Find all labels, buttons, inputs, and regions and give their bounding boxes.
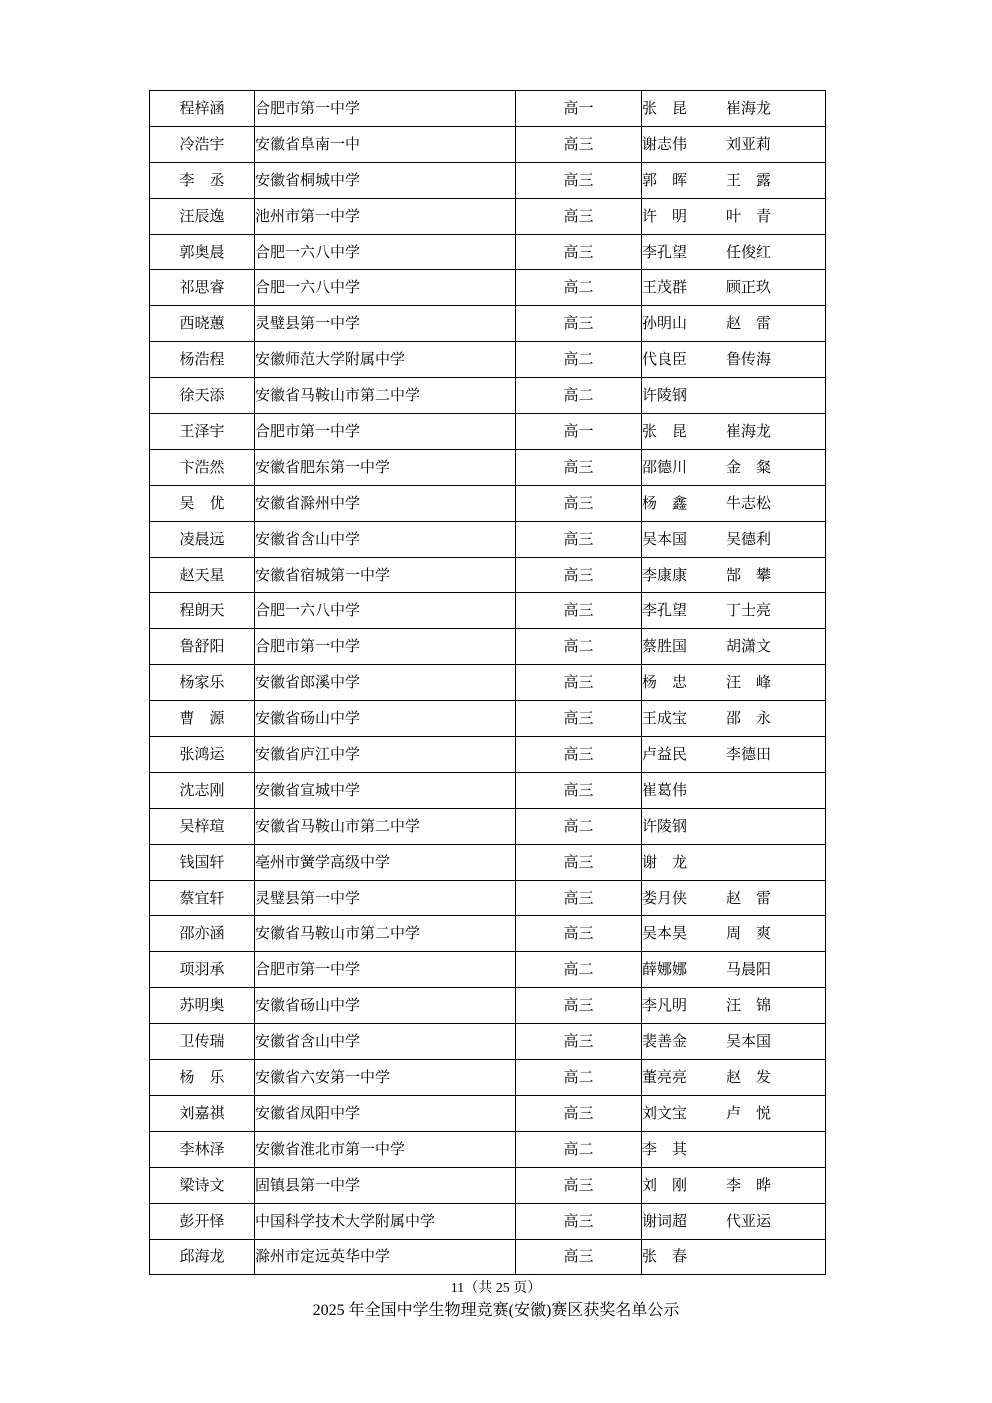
grade-cell: 高三	[516, 701, 642, 737]
school-cell: 安徽师范大学附属中学	[255, 342, 516, 378]
student-name-cell: 程朗天	[150, 593, 255, 629]
teacher-2: 叶 青	[726, 206, 772, 225]
student-name-cell: 张鸿运	[150, 737, 255, 773]
teacher-1: 李康康	[642, 565, 688, 584]
student-name-cell: 吴梓瑄	[150, 808, 255, 844]
teacher-2: 卢 悦	[726, 1103, 772, 1122]
table-row	[150, 593, 826, 629]
school-cell: 安徽省肥东第一中学	[255, 449, 516, 485]
table-row	[150, 665, 826, 701]
teacher-2: 赵 雷	[726, 888, 772, 907]
grade-cell: 高三	[516, 449, 642, 485]
teacher-2: 马晨阳	[726, 960, 772, 979]
table-row	[150, 808, 826, 844]
school-cell: 池州市第一中学	[255, 198, 516, 234]
student-name-cell: 吴 优	[150, 485, 255, 521]
grade-cell: 高三	[516, 485, 642, 521]
grade-cell: 高三	[516, 844, 642, 880]
school-cell: 安徽省马鞍山市第二中学	[255, 378, 516, 414]
document-title: 2025 年全国中学生物理竞赛(安徽)赛区获奖名单公示	[312, 1302, 680, 1319]
teacher-2: 赵 发	[726, 1067, 772, 1086]
teacher-1: 薛娜娜	[642, 960, 688, 979]
teacher-2: 汪 锦	[726, 996, 772, 1015]
grade-cell: 高二	[516, 378, 642, 414]
teacher-1: 李孔望	[642, 601, 688, 620]
student-name-cell: 汪辰逸	[150, 198, 255, 234]
school-cell: 安徽省含山中学	[255, 521, 516, 557]
teacher-2: 牛志松	[726, 493, 772, 512]
student-name-cell: 赵天星	[150, 557, 255, 593]
grade-cell: 高三	[516, 521, 642, 557]
table-row	[150, 1203, 826, 1239]
teacher-2: 任俊红	[726, 242, 772, 261]
teacher-cell	[642, 1095, 826, 1131]
school-cell: 安徽省郎溪中学	[255, 665, 516, 701]
student-name-cell: 祁思睿	[150, 270, 255, 306]
student-name-cell: 西晓蕙	[150, 306, 255, 342]
table-row	[150, 557, 826, 593]
student-name-cell: 梁诗文	[150, 1167, 255, 1203]
student-name-cell: 曹 源	[150, 701, 255, 737]
school-cell: 安徽省六安第一中学	[255, 1060, 516, 1096]
teacher-cell	[642, 701, 826, 737]
grade-cell: 高三	[516, 593, 642, 629]
teacher-1: 郭 晖	[642, 170, 688, 189]
grade-cell: 高一	[516, 414, 642, 450]
table-row	[150, 844, 826, 880]
teacher-1: 刘 刚	[642, 1175, 688, 1194]
grade-cell: 高二	[516, 952, 642, 988]
school-cell: 亳州市黉学高级中学	[255, 844, 516, 880]
teacher-1: 王茂群	[642, 278, 688, 297]
school-cell: 安徽省桐城中学	[255, 162, 516, 198]
teacher-1: 许陵钢	[642, 816, 688, 835]
student-name-cell: 王泽宇	[150, 414, 255, 450]
teacher-cell	[642, 557, 826, 593]
grade-cell: 高三	[516, 772, 642, 808]
teacher-2: 王 露	[726, 170, 772, 189]
student-name-cell: 项羽承	[150, 952, 255, 988]
teacher-1: 许 明	[642, 206, 688, 225]
teacher-cell	[642, 306, 826, 342]
student-name-cell: 郭奥晨	[150, 234, 255, 270]
school-cell: 安徽省马鞍山市第二中学	[255, 916, 516, 952]
teacher-cell	[642, 880, 826, 916]
school-cell: 安徽省砀山中学	[255, 988, 516, 1024]
grade-cell: 高三	[516, 1024, 642, 1060]
student-name-cell: 卞浩然	[150, 449, 255, 485]
teacher-1: 吴本国	[642, 529, 688, 548]
table-row	[150, 1095, 826, 1131]
student-name-cell: 李林泽	[150, 1131, 255, 1167]
student-name-cell: 凌晨远	[150, 521, 255, 557]
teacher-2: 鲁传海	[726, 350, 772, 369]
teacher-1: 董亮亮	[642, 1067, 688, 1086]
teacher-1: 邵德川	[642, 457, 688, 476]
teacher-cell	[642, 234, 826, 270]
teacher-cell	[642, 629, 826, 665]
teacher-1: 吴本昊	[642, 924, 688, 943]
table-row	[150, 234, 826, 270]
grade-cell: 高三	[516, 1203, 642, 1239]
teacher-1: 谢 龙	[642, 852, 688, 871]
teacher-2: 代亚运	[726, 1211, 772, 1230]
table-row	[150, 1060, 826, 1096]
table-row	[150, 449, 826, 485]
teacher-1: 李孔望	[642, 242, 688, 261]
table-row	[150, 485, 826, 521]
school-cell: 固镇县第一中学	[255, 1167, 516, 1203]
grade-cell: 高三	[516, 1095, 642, 1131]
teacher-cell	[642, 665, 826, 701]
teacher-1: 张 春	[642, 1247, 688, 1266]
teacher-cell	[642, 1167, 826, 1203]
grade-cell: 高二	[516, 342, 642, 378]
school-cell: 合肥市第一中学	[255, 629, 516, 665]
teacher-cell	[642, 988, 826, 1024]
teacher-1: 裴善金	[642, 1032, 688, 1051]
teacher-cell	[642, 593, 826, 629]
table-row	[150, 198, 826, 234]
table-row	[150, 629, 826, 665]
teacher-cell	[642, 270, 826, 306]
teacher-1: 杨 鑫	[642, 493, 688, 512]
teacher-2: 丁士亮	[726, 601, 772, 620]
award-list-body	[150, 91, 826, 1275]
table-row	[150, 772, 826, 808]
table-row	[150, 988, 826, 1024]
student-name-cell: 钱国轩	[150, 844, 255, 880]
grade-cell: 高三	[516, 557, 642, 593]
school-cell: 安徽省滁州中学	[255, 485, 516, 521]
teacher-1: 杨 忠	[642, 673, 688, 692]
student-name-cell: 彭开怿	[150, 1203, 255, 1239]
teacher-1: 娄月侠	[642, 888, 688, 907]
grade-cell: 高三	[516, 162, 642, 198]
teacher-2: 崔海龙	[726, 98, 772, 117]
table-row	[150, 378, 826, 414]
teacher-2: 吴德利	[726, 529, 772, 548]
teacher-2: 周 爽	[726, 924, 772, 943]
school-cell: 合肥市第一中学	[255, 414, 516, 450]
student-name-cell: 苏明奥	[150, 988, 255, 1024]
student-name-cell: 鲁舒阳	[150, 629, 255, 665]
grade-cell: 高三	[516, 126, 642, 162]
student-name-cell: 邱海龙	[150, 1239, 255, 1275]
teacher-2: 刘亚莉	[726, 134, 772, 153]
student-name-cell: 刘嘉祺	[150, 1095, 255, 1131]
table-row	[150, 1239, 826, 1275]
school-cell: 中国科学技术大学附属中学	[255, 1203, 516, 1239]
table-row	[150, 952, 826, 988]
teacher-cell	[642, 521, 826, 557]
table-row	[150, 880, 826, 916]
grade-cell: 高二	[516, 270, 642, 306]
grade-cell: 高三	[516, 234, 642, 270]
table-row	[150, 1167, 826, 1203]
teacher-1: 张 昆	[642, 98, 688, 117]
teacher-cell	[642, 1131, 826, 1167]
table-row	[150, 1131, 826, 1167]
award-list-table	[149, 90, 826, 1275]
teacher-cell	[642, 342, 826, 378]
school-cell: 灵璧县第一中学	[255, 306, 516, 342]
school-cell: 滁州市定远英华中学	[255, 1239, 516, 1275]
teacher-cell	[642, 449, 826, 485]
school-cell: 安徽省阜南一中	[255, 126, 516, 162]
grade-cell: 高一	[516, 91, 642, 127]
table-row	[150, 701, 826, 737]
teacher-cell	[642, 772, 826, 808]
grade-cell: 高三	[516, 198, 642, 234]
teacher-cell	[642, 126, 826, 162]
teacher-1: 卢益民	[642, 744, 688, 763]
grade-cell: 高二	[516, 1060, 642, 1096]
table-row	[150, 414, 826, 450]
table-row	[150, 916, 826, 952]
school-cell: 安徽省宣城中学	[255, 772, 516, 808]
teacher-cell	[642, 1024, 826, 1060]
teacher-cell	[642, 844, 826, 880]
school-cell: 安徽省含山中学	[255, 1024, 516, 1060]
teacher-cell	[642, 485, 826, 521]
teacher-cell	[642, 952, 826, 988]
student-name-cell: 程梓涵	[150, 91, 255, 127]
teacher-2: 李 晔	[726, 1175, 772, 1194]
grade-cell: 高三	[516, 1239, 642, 1275]
school-cell: 合肥一六八中学	[255, 593, 516, 629]
student-name-cell: 徐天添	[150, 378, 255, 414]
table-row	[150, 126, 826, 162]
teacher-cell	[642, 916, 826, 952]
student-name-cell: 蔡宜轩	[150, 880, 255, 916]
teacher-2: 胡潇文	[726, 637, 772, 656]
teacher-2: 崔海龙	[726, 421, 772, 440]
teacher-cell	[642, 808, 826, 844]
school-cell: 合肥市第一中学	[255, 952, 516, 988]
teacher-cell	[642, 1239, 826, 1275]
page-number: 11（共 25 页）	[450, 1281, 542, 1296]
table-row	[150, 91, 826, 127]
teacher-2: 汪 峰	[726, 673, 772, 692]
teacher-cell	[642, 198, 826, 234]
school-cell: 合肥市第一中学	[255, 91, 516, 127]
teacher-2: 赵 雷	[726, 314, 772, 333]
grade-cell: 高三	[516, 665, 642, 701]
teacher-1: 崔葛伟	[642, 780, 688, 799]
teacher-2: 顾正玖	[726, 278, 772, 297]
school-cell: 灵璧县第一中学	[255, 880, 516, 916]
student-name-cell: 邵亦涵	[150, 916, 255, 952]
school-cell: 安徽省淮北市第一中学	[255, 1131, 516, 1167]
teacher-cell	[642, 1203, 826, 1239]
student-name-cell: 沈志刚	[150, 772, 255, 808]
teacher-1: 代良臣	[642, 350, 688, 369]
teacher-cell	[642, 1060, 826, 1096]
school-cell: 合肥一六八中学	[255, 234, 516, 270]
grade-cell: 高三	[516, 1167, 642, 1203]
table-row	[150, 162, 826, 198]
table-row	[150, 1024, 826, 1060]
school-cell: 合肥一六八中学	[255, 270, 516, 306]
student-name-cell: 杨家乐	[150, 665, 255, 701]
table-row	[150, 342, 826, 378]
teacher-2: 吴本国	[726, 1032, 772, 1051]
teacher-cell	[642, 91, 826, 127]
school-cell: 安徽省砀山中学	[255, 701, 516, 737]
student-name-cell: 冷浩宇	[150, 126, 255, 162]
school-cell: 安徽省宿城第一中学	[255, 557, 516, 593]
student-name-cell: 李 丞	[150, 162, 255, 198]
teacher-1: 蔡胜国	[642, 637, 688, 656]
table-row	[150, 270, 826, 306]
grade-cell: 高三	[516, 988, 642, 1024]
student-name-cell: 杨 乐	[150, 1060, 255, 1096]
table-row	[150, 306, 826, 342]
teacher-1: 李 其	[642, 1139, 688, 1158]
grade-cell: 高二	[516, 1131, 642, 1167]
teacher-2: 郜 攀	[726, 565, 772, 584]
teacher-1: 李凡明	[642, 996, 688, 1015]
table-row	[150, 521, 826, 557]
teacher-1: 许陵钢	[642, 386, 688, 405]
grade-cell: 高二	[516, 808, 642, 844]
teacher-cell	[642, 378, 826, 414]
teacher-cell	[642, 414, 826, 450]
table-row	[150, 737, 826, 773]
teacher-1: 孙明山	[642, 314, 688, 333]
teacher-2: 邵 永	[726, 709, 772, 728]
grade-cell: 高三	[516, 880, 642, 916]
teacher-1: 王成宝	[642, 709, 688, 728]
teacher-cell	[642, 162, 826, 198]
grade-cell: 高三	[516, 737, 642, 773]
student-name-cell: 杨浩程	[150, 342, 255, 378]
student-name-cell: 卫传瑞	[150, 1024, 255, 1060]
teacher-2: 李德田	[726, 744, 772, 763]
teacher-2: 金 粲	[726, 457, 772, 476]
teacher-1: 谢词超	[642, 1211, 688, 1230]
grade-cell: 高二	[516, 629, 642, 665]
teacher-cell	[642, 737, 826, 773]
grade-cell: 高三	[516, 916, 642, 952]
grade-cell: 高三	[516, 306, 642, 342]
teacher-1: 刘文宝	[642, 1103, 688, 1122]
teacher-1: 张 昆	[642, 421, 688, 440]
school-cell: 安徽省马鞍山市第二中学	[255, 808, 516, 844]
teacher-1: 谢志伟	[642, 134, 688, 153]
school-cell: 安徽省凤阳中学	[255, 1095, 516, 1131]
school-cell: 安徽省庐江中学	[255, 737, 516, 773]
